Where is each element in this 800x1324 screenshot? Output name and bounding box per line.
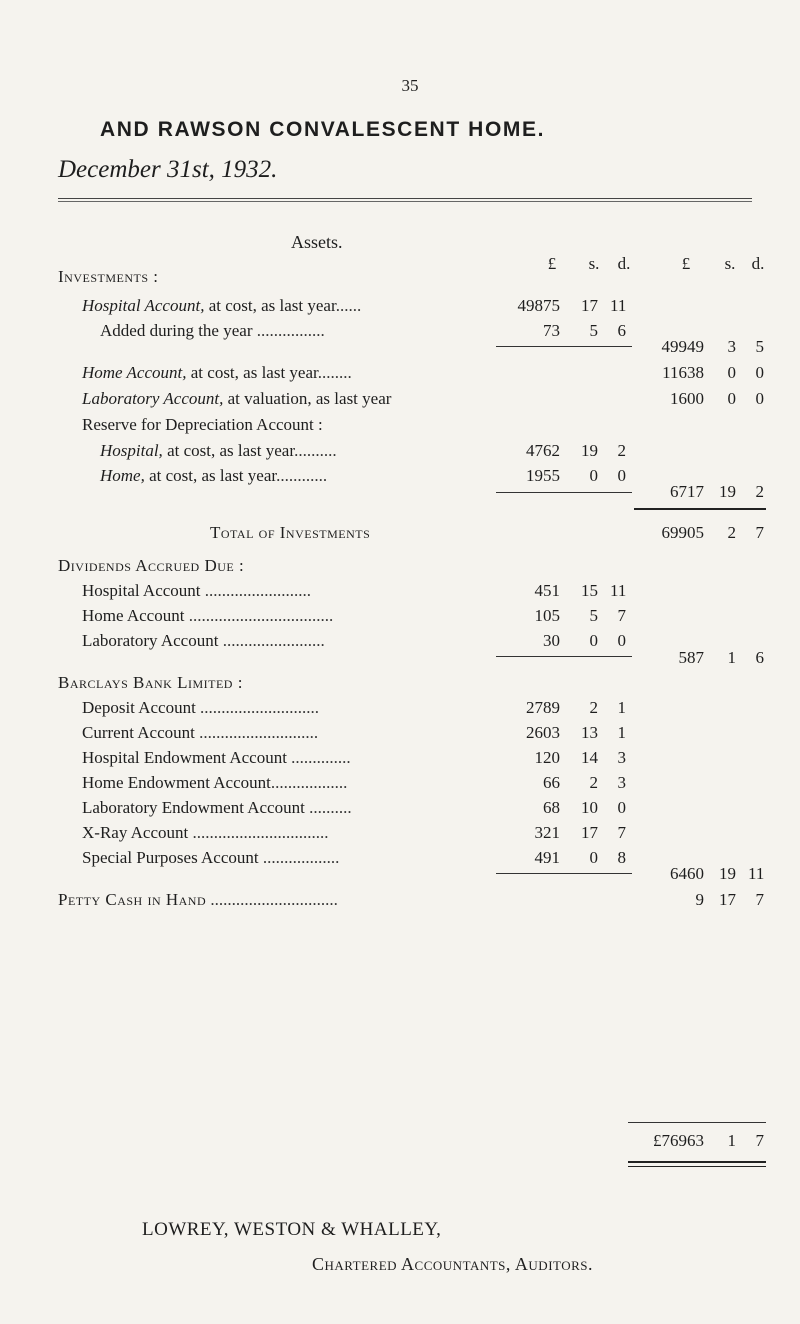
subtotal-rule [496,656,632,657]
label-text: Current Account [82,723,195,742]
investments-heading: Investments : [58,267,159,286]
document-heading: AND RAWSON CONVALESCENT HOME. [100,118,546,141]
leader-dots: .............. [291,748,351,767]
petty-cash-label [58,890,338,910]
amount-pounds: 6717 [670,482,704,501]
amount-pounds: 73 [543,321,560,340]
page-number: 35 [401,76,419,95]
grand-total-shillings: 1 [727,1131,736,1150]
amount-pounds: 49949 [661,337,704,356]
amount-shillings: 2 [589,698,598,717]
amount-pounds: 4762 [526,441,560,460]
leader-dots: ...... [335,296,362,315]
amount-pounds: 1600 [670,389,704,408]
label-text: Deposit Account [82,698,196,717]
amount-pence: 11 [748,864,765,883]
lab-account-label-rest: at valuation, as last year [223,389,392,408]
auditor-role: Chartered Accountants, Auditors. [312,1254,594,1274]
hospital-account-label-italic: Hospital Account, [82,296,205,315]
amount-pence: 6 [617,321,626,340]
amount-pence: 3 [617,748,626,767]
amount-pounds: 1955 [526,466,560,485]
hospital-account-label-rest: at cost, as last year [204,296,336,315]
amount-pence: 5 [755,337,764,356]
amount-shillings: 19 [581,441,598,460]
home-account-label [82,363,352,383]
amount-pence: 1 [617,723,626,742]
amount-shillings: 0 [727,363,736,382]
leader-dots: .................. [262,848,340,867]
reserve-hospital-italic: Hospital, [100,441,163,460]
laboratory-account-label [82,389,391,409]
label-text: Hospital Account [82,581,201,600]
amount-pounds: 105 [534,606,560,625]
header-pounds-2: £ [681,254,691,273]
xray-account-label [82,823,328,843]
amount-pence: 11 [610,296,627,315]
reserve-depreciation-label: Reserve for Depreciation Account : [82,415,323,434]
dividend-hospital-label [82,581,311,601]
hospital-endowment-label [82,748,351,768]
reserve-hospital-label [100,441,337,461]
amount-shillings: 5 [589,606,598,625]
amount-pounds: 451 [534,581,560,600]
subtotal-rule [496,873,632,874]
amount-pence: 6 [755,648,764,667]
hospital-account-label [82,296,361,316]
leader-dots: ........ [317,363,352,382]
auditor-name: LOWREY, WESTON & WHALLEY, [142,1219,442,1240]
leader-dots: ............................ [200,698,320,717]
label-text: Special Purposes Account [82,848,259,867]
leader-dots: .............................. [210,890,338,909]
amount-pounds: 30 [543,631,560,650]
leader-dots: ................ [256,321,325,340]
label-text: Petty Cash in Hand [58,890,207,909]
label-text: Laboratory Endowment Account [82,798,305,817]
amount-shillings: 19 [719,864,736,883]
current-account-label [82,723,318,743]
title-rule-lower [58,201,752,202]
label-text: Laboratory Account [82,631,219,650]
header-pounds-1: £ [547,254,557,273]
barclays-heading: Barclays Bank Limited : [58,673,243,692]
amount-shillings: 14 [581,748,598,767]
reserve-hospital-rest: at cost, as last year [162,441,295,460]
subtotal-rule [496,492,632,493]
header-pence-2: d. [751,254,765,273]
leader-dots: ......................... [204,581,312,600]
amount-shillings: 5 [589,321,598,340]
amount-pounds: 2603 [526,723,560,742]
grand-total-double-rule [628,1161,766,1167]
amount-shillings: 3 [727,337,736,356]
amount-pence: 7 [617,823,626,842]
label-text: Hospital Endowment Account [82,748,287,767]
amount-pence: 1 [617,698,626,717]
leader-dots: .................................. [188,606,334,625]
amount-shillings: 0 [589,631,598,650]
amount-shillings: 2 [589,773,598,792]
label-text: Home Endowment Account [82,773,271,792]
added-during-year-label [100,321,325,341]
amount-pence: 0 [755,363,764,382]
amount-shillings: 1 [727,648,736,667]
leader-dots: .................. [270,773,348,792]
amount-shillings: 19 [719,482,736,501]
amount-pence: 11 [610,581,627,600]
amount-pounds: 6460 [670,864,704,883]
laboratory-endowment-label [82,798,352,818]
amount-pence: 8 [617,848,626,867]
reserve-home-label [100,466,327,486]
header-pence-1: d. [617,254,631,273]
amount-pence: 7 [755,890,764,909]
amount-pounds: 69905 [661,523,704,542]
amount-pence: 0 [617,798,626,817]
amount-shillings: 10 [581,798,598,817]
leader-dots: ................................ [192,823,329,842]
amount-shillings: 0 [589,466,598,485]
statement-date: December 31st, 1932. [58,156,278,183]
amount-pounds: 49875 [517,296,560,315]
subtotal-rule [496,346,632,347]
amount-pounds: 120 [534,748,560,767]
amount-pence: 0 [755,389,764,408]
amount-pence: 3 [617,773,626,792]
amount-pence: 2 [617,441,626,460]
leader-dots: .......... [309,798,352,817]
reserve-home-italic: Home, [100,466,145,485]
amount-pounds: 2789 [526,698,560,717]
amount-shillings: 17 [581,296,598,315]
reserve-home-rest: at cost, as last year [144,466,277,485]
amount-shillings: 13 [581,723,598,742]
home-account-label-rest: at cost, as last year [186,363,318,382]
grand-total-rule-top [628,1122,766,1123]
amount-pounds: 9 [695,890,704,909]
home-endowment-label [82,773,347,793]
amount-pence: 7 [755,523,764,542]
amount-pence: 0 [617,466,626,485]
added-label-text: Added during the year [100,321,253,340]
total-investments-label: Total of Investments [210,523,371,542]
amount-pounds: 587 [678,648,704,667]
header-shillings-1: s. [588,254,600,273]
leader-dots: ............ [276,466,328,485]
dividend-home-label [82,606,333,626]
leader-dots: ........................ [222,631,325,650]
grand-total-pounds: £76963 [653,1131,704,1150]
lab-account-label-italic: Laboratory Account, [82,389,224,408]
special-purposes-label [82,848,339,868]
amount-pounds: 11638 [662,363,704,382]
deposit-account-label [82,698,319,718]
amount-pounds: 491 [534,848,560,867]
amount-pounds: 321 [534,823,560,842]
grand-total-pence: 7 [755,1131,764,1150]
home-account-label-italic: Home Account, [82,363,187,382]
amount-pence: 0 [617,631,626,650]
amount-shillings: 2 [727,523,736,542]
amount-pence: 2 [755,482,764,501]
label-text: X-Ray Account [82,823,189,842]
title-rule [58,198,752,199]
amount-shillings: 17 [581,823,598,842]
amount-pence: 7 [617,606,626,625]
dividend-laboratory-label [82,631,325,651]
amount-shillings: 0 [727,389,736,408]
amount-shillings: 0 [589,848,598,867]
total-rule [634,508,766,510]
header-shillings-2: s. [724,254,736,273]
assets-title: Assets. [291,232,343,252]
amount-pounds: 68 [543,798,560,817]
amount-shillings: 15 [581,581,598,600]
amount-pounds: 66 [543,773,560,792]
dividends-heading: Dividends Accrued Due : [58,556,245,575]
leader-dots: .......... [294,441,337,460]
leader-dots: ............................ [199,723,319,742]
amount-shillings: 17 [719,890,736,909]
label-text: Home Account [82,606,185,625]
